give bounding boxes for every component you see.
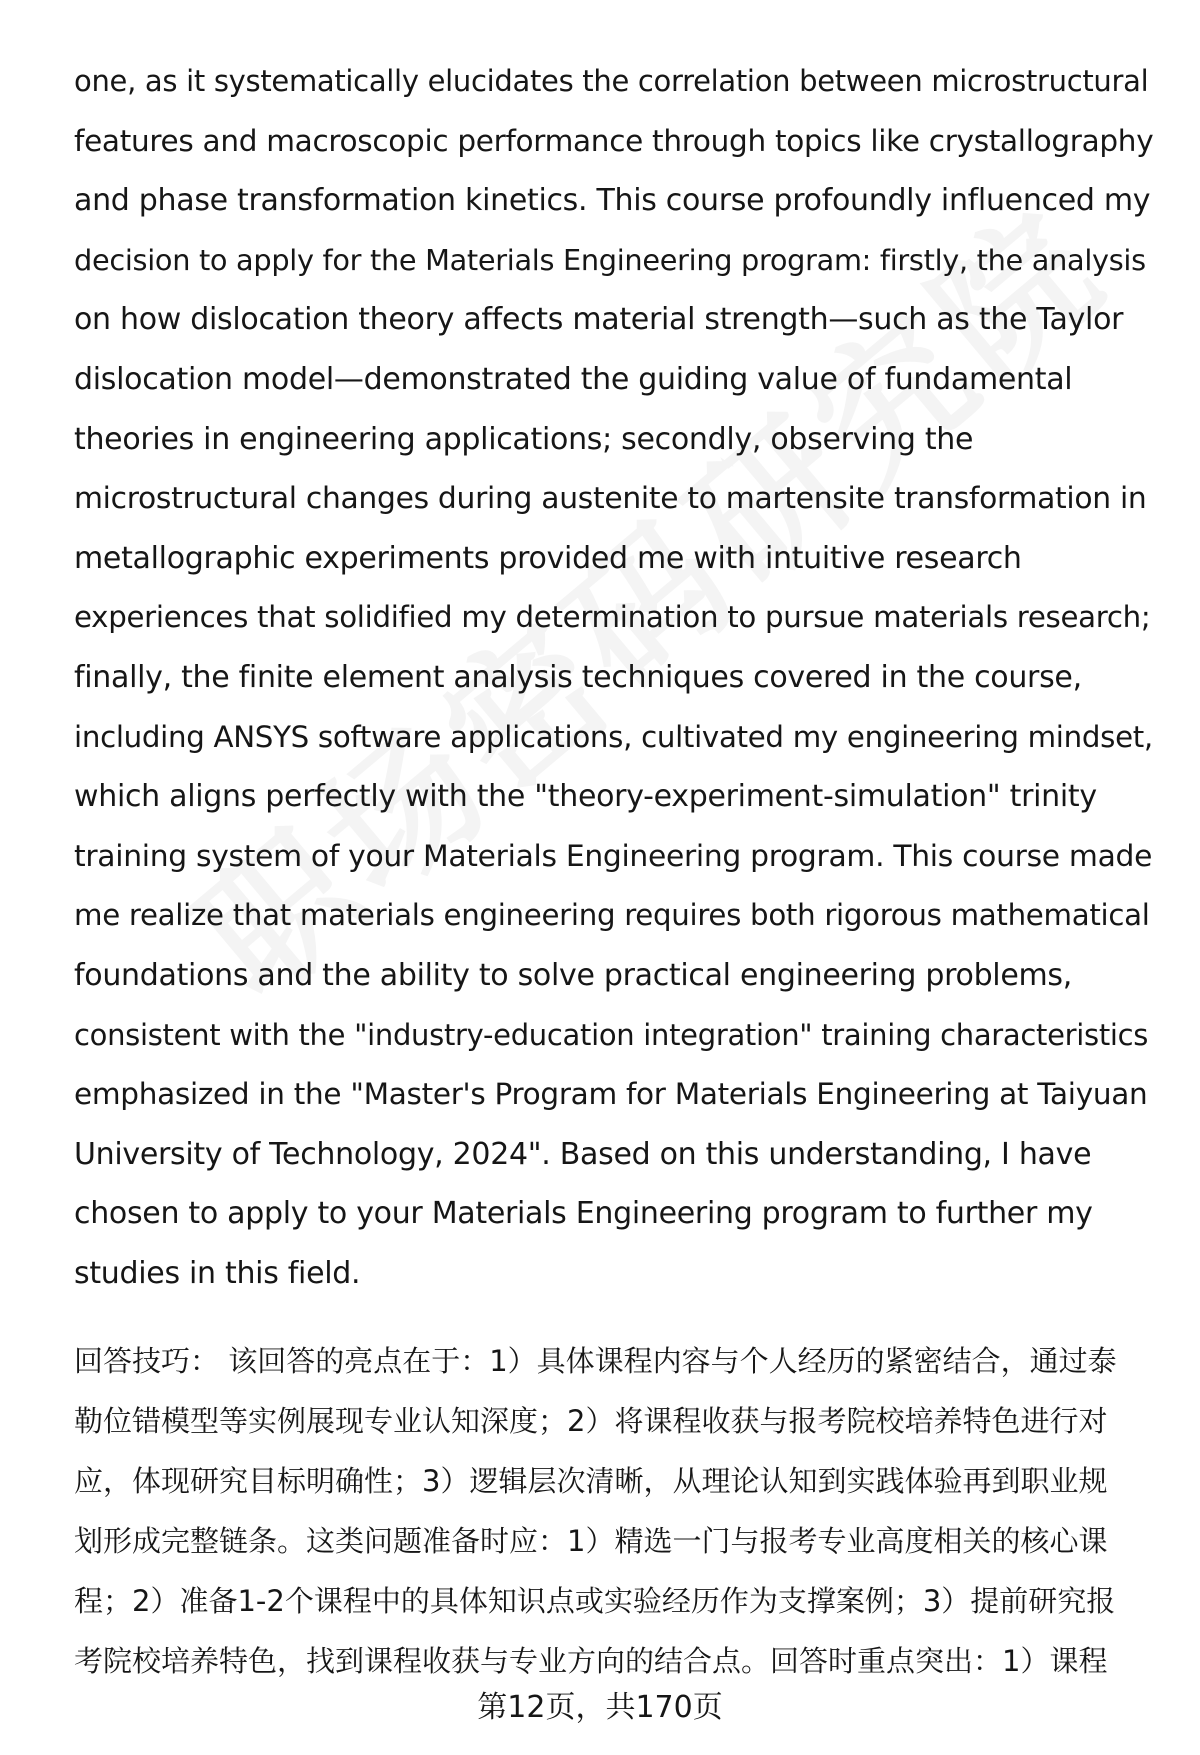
answer-line: theories in engineering applications; secondly, observing the <box>74 421 974 457</box>
answer-tips <box>74 1331 1154 1691</box>
answer-line: finally, the finite element analysis techniques covered in the course, <box>74 659 1082 695</box>
tip-line: 划形成完整链条。这类问题准备时应：1）精选一门与报考专业高度相关的核心课 <box>74 1524 1108 1558</box>
answer-line: consistent with the "industry-education integration" training characteristics <box>74 1017 1149 1052</box>
tip-line: 程；2）准备1-2个课程中的具体知识点或实验经历作为支撑案例；3）提前研究报 <box>74 1584 1116 1618</box>
answer-line: experiences that solidified my determination to pursue materials research; <box>74 600 1151 635</box>
page-number: 第12页，共170页 <box>477 1690 723 1725</box>
answer-line: decision to apply for the Materials Engineering program: firstly, the analysis <box>74 242 1146 277</box>
tip-line: 应，体现研究目标明确性；3）逻辑层次清晰，从理论认知到实践体验再到职业规 <box>74 1464 1108 1498</box>
answer-line: me realize that materials engineering requires both rigorous mathematical <box>74 898 1150 933</box>
answer-line: studies in this field. <box>74 1255 361 1291</box>
tip-line: 回答技巧： 该回答的亮点在于：1）具体课程内容与个人经历的紧密结合，通过泰 <box>74 1344 1117 1378</box>
tip-line: 考院校培养特色，找到课程收获与专业方向的结合点。回答时重点突出：1）课程 <box>74 1644 1108 1678</box>
answer-line: foundations and the ability to solve practical engineering problems, <box>74 957 1072 993</box>
answer-line: training system of your Materials Engineering program. This course made <box>74 838 1153 874</box>
answer-line: which aligns perfectly with the "theory-experiment-simulation" trinity <box>74 779 1097 815</box>
answer-line: metallographic experiments provided me with intuitive research <box>74 540 1022 576</box>
answer-line: chosen to apply to your Materials Engineering program to further my <box>74 1196 1093 1232</box>
answer-line: dislocation model—demonstrated the guiding value of fundamental <box>74 361 1073 397</box>
answer-line: emphasized in the "Master's Program for Materials Engineering at Taiyuan <box>74 1077 1148 1112</box>
answer-line: including ANSYS software applications, cultivated my engineering mindset, <box>74 719 1153 754</box>
tip-line: 勒位错模型等实例展现专业认知深度；2）将课程收获与报考院校培养特色进行对 <box>74 1404 1108 1438</box>
answer-line: microstructural changes during austenite to martensite transformation in <box>74 481 1147 517</box>
answer-line: and phase transformation kinetics. This course profoundly influenced my <box>74 183 1151 219</box>
answer-line: features and macroscopic performance through topics like crystallography <box>74 123 1154 158</box>
answer-line: University of Technology, 2024". Based on this understanding, I have <box>74 1136 1092 1172</box>
answer-line: one, as it systematically elucidates the correlation between microstructural <box>74 64 1149 98</box>
answer-paragraph <box>74 52 1154 1303</box>
answer-line: on how dislocation theory affects material strength—such as the Taylor <box>74 302 1124 338</box>
